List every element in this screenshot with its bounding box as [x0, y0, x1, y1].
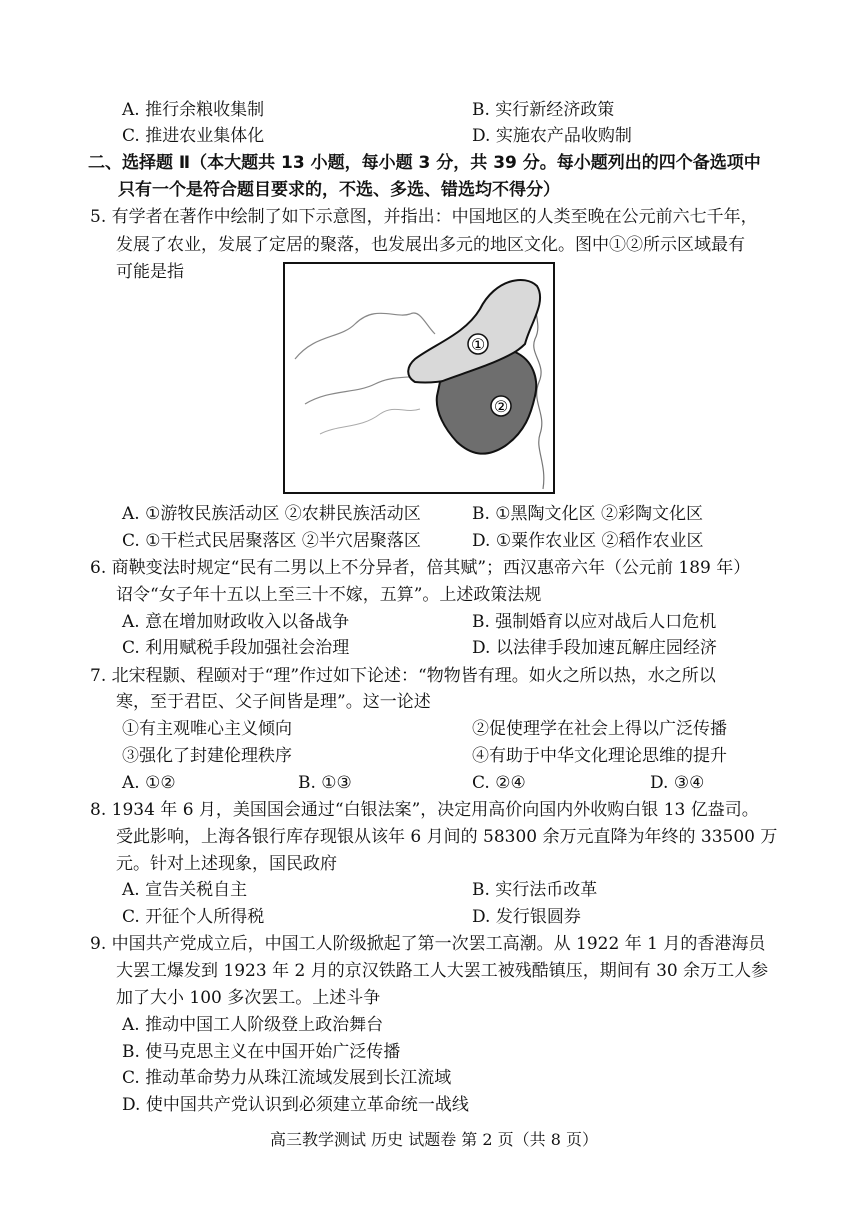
q7-option-b: B. ①③ — [298, 773, 352, 793]
region-2-label: ② — [493, 397, 509, 416]
q4-option-b: B. 实行新经济政策 — [472, 100, 615, 120]
page-footer: 高三教学测试 历史 试题卷 第 2 页（共 8 页） — [270, 1130, 598, 1149]
q7-statement-1: ①有主观唯心主义倾向 — [122, 719, 292, 739]
q9-option-c: C. 推动革命势力从珠江流域发展到长江流域 — [122, 1068, 452, 1088]
q7-option-a: A. ①② — [122, 773, 176, 793]
q6-option-d: D. 以法律手段加速瓦解庄园经济 — [472, 638, 717, 658]
q5-option-b: B. ①黑陶文化区 ②彩陶文化区 — [472, 504, 703, 524]
section-header-line1: 二、选择题 Ⅱ（本大题共 13 小题，每小题 3 分，共 39 分。每小题列出的四个备选项中 — [88, 153, 761, 173]
q8-stem-line2: 受此影响，上海各银行库存现银从该年 6 月间的 58300 余万元直降为年终的 33500 万 — [116, 827, 778, 847]
q7-statement-3: ③强化了封建伦理秩序 — [122, 746, 292, 766]
q8-option-a: A. 宣告关税自主 — [122, 880, 248, 900]
q5-stem-line3: 可能是指 — [116, 262, 184, 282]
q9-stem-line1: 9. 中国共产党成立后，中国工人阶级掀起了第一次罢工高潮。从 1922 年 1 月的香港海员 — [90, 934, 766, 954]
q6-option-a: A. 意在增加财政收入以备战争 — [122, 612, 350, 632]
q6-option-b: B. 强制婚育以应对战后人口危机 — [472, 612, 717, 632]
q8-option-b: B. 实行法币改革 — [472, 880, 598, 900]
q7-stem-line2: 寒，至于君臣、父子间皆是理”。这一论述 — [116, 692, 431, 712]
q7-option-c: C. ②④ — [472, 773, 526, 793]
q6-stem-line2: 诏令“女子年十五以上至三十不嫁，五算”。上述政策法规 — [116, 585, 542, 605]
river-minor — [320, 409, 420, 434]
river-yellow-upper — [295, 313, 435, 359]
q9-option-d: D. 使中国共产党认识到必须建立革命统一战线 — [122, 1095, 469, 1115]
q4-option-a: A. 推行余粮收集制 — [122, 100, 265, 120]
q7-statement-4: ④有助于中华文化理论思维的提升 — [472, 746, 727, 766]
q7-stem-line1: 7. 北宋程颢、程颐对于“理”作过如下论述：“物物皆有理。如火之所以热，水之所以 — [90, 666, 716, 686]
q7-statement-2: ②促使理学在社会上得以广泛传播 — [472, 719, 727, 739]
q4-option-c: C. 推进农业集体化 — [122, 126, 265, 146]
region-1-label: ① — [470, 335, 486, 354]
q9-stem-line3: 加了大小 100 多次罢工。上述斗争 — [116, 988, 381, 1008]
q5-stem-line2: 发展了农业，发展了定居的聚落，也发展出多元的地区文化。图中①②所示区域最有 — [116, 235, 745, 255]
q8-option-d: D. 发行银圆券 — [472, 907, 581, 927]
q5-option-d: D. ①粟作农业区 ②稻作农业区 — [472, 531, 704, 551]
q5-map-figure — [283, 262, 555, 494]
q5-option-a: A. ①游牧民族活动区 ②农耕民族活动区 — [122, 504, 421, 524]
q4-option-d: D. 实施农产品收购制 — [472, 126, 632, 146]
map-svg — [285, 264, 553, 492]
q8-stem-line1: 8. 1934 年 6 月，美国国会通过“白银法案”，决定用高价向国内外收购白银 13 亿盎司。 — [90, 800, 759, 820]
q8-stem-line3: 元。针对上述现象，国民政府 — [116, 854, 337, 874]
q9-stem-line2: 大罢工爆发到 1923 年 2 月的京汉铁路工人大罢工被残酷镇压，期间有 30 余万工人参 — [116, 961, 769, 981]
q5-stem-line1: 5. 有学者在著作中绘制了如下示意图，并指出：中国地区的人类至晚在公元前六七千年， — [90, 207, 758, 227]
q5-option-c: C. ①干栏式民居聚落区 ②半穴居聚落区 — [122, 531, 421, 551]
q6-option-c: C. 利用赋税手段加强社会治理 — [122, 638, 350, 658]
q9-option-b: B. 使马克思主义在中国开始广泛传播 — [122, 1042, 401, 1062]
q9-option-a: A. 推动中国工人阶级登上政治舞台 — [122, 1015, 384, 1035]
section-header-line2: 只有一个是符合题目要求的，不选、多选、错选均不得分） — [118, 180, 560, 200]
q7-option-d: D. ③④ — [650, 773, 705, 793]
q6-stem-line1: 6. 商鞅变法时规定“民有二男以上不分异者，倍其赋”；西汉惠帝六年（公元前 189 年） — [90, 558, 751, 578]
q8-option-c: C. 开征个人所得税 — [122, 907, 265, 927]
